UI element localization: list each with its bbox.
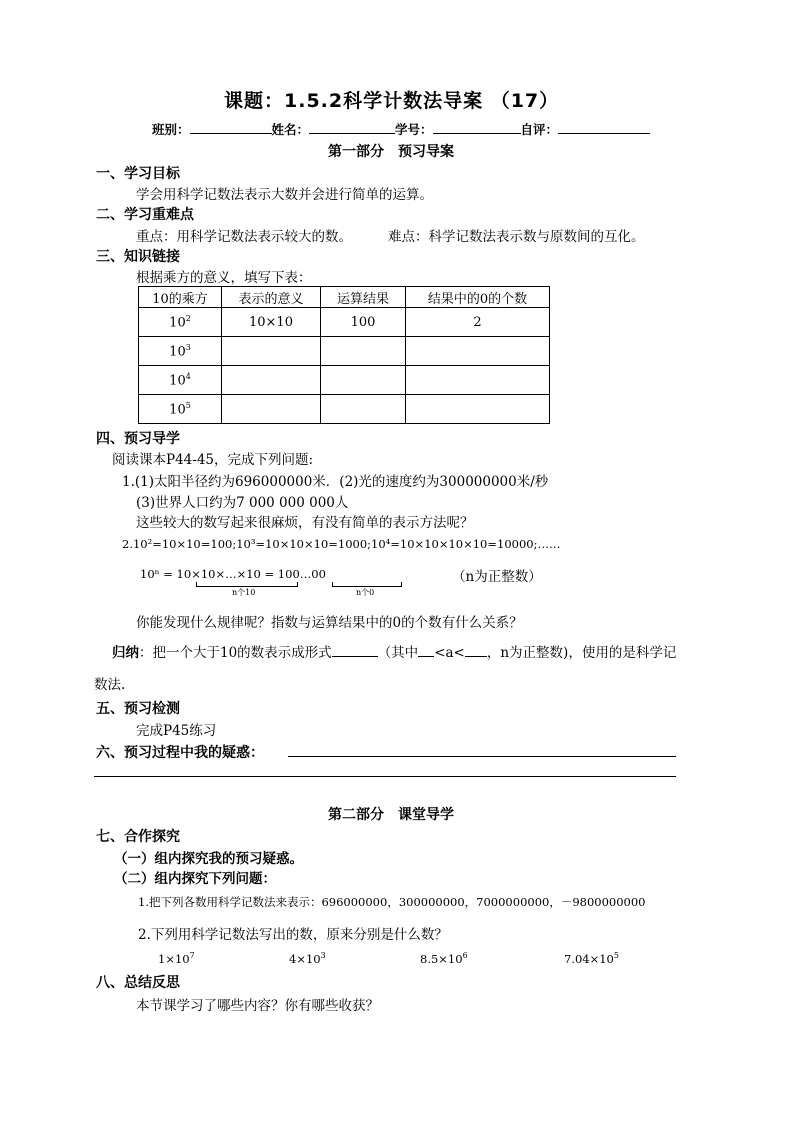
sec1-heading: 一、学习目标 bbox=[96, 166, 180, 182]
table-header: 10的乘方 bbox=[139, 287, 222, 308]
summary-lower-blank[interactable] bbox=[418, 644, 434, 657]
sci-value-3: $8.5\times 10^6$ bbox=[420, 951, 468, 966]
sec3-heading: 三、知识链接 bbox=[96, 249, 180, 265]
student-info-line bbox=[152, 120, 650, 138]
table-cell-power: $10^4$ bbox=[139, 366, 222, 395]
class-label: 班别： bbox=[152, 122, 190, 137]
summary-line: 归纳：把一个大于10的数表示成形式 （其中 <a< ，n为正整数)，使用的是科学记 bbox=[112, 645, 677, 661]
sec1-text: 学会用科学记数法表示大数并会进行简单的运算。 bbox=[136, 187, 433, 203]
sec4-q1b: (3)世界人口约为7 000 000 000人 bbox=[136, 495, 349, 511]
table-cell-power: $10^3$ bbox=[139, 337, 222, 366]
sec8-text: 本节课学习了哪些内容？你有哪些收获？ bbox=[136, 998, 379, 1014]
part1-heading: 第一部分 预习导案 bbox=[328, 144, 454, 160]
table-cell-result[interactable] bbox=[321, 337, 406, 366]
table-header-row bbox=[139, 287, 550, 308]
table-header: 表示的意义 bbox=[222, 287, 321, 308]
table-cell-zeros[interactable] bbox=[406, 366, 550, 395]
table-header: 结果中的0的个数 bbox=[406, 287, 550, 308]
formula: 10ⁿ = 10×10×…×10 = 100…00 bbox=[140, 567, 326, 581]
table-row bbox=[139, 337, 550, 366]
summary-upper-blank[interactable] bbox=[465, 644, 487, 657]
doubts-answer-line-2[interactable] bbox=[94, 776, 676, 777]
formula-note: （n为正整数） bbox=[452, 569, 542, 585]
class-field[interactable] bbox=[190, 121, 272, 134]
table-cell-power: $10^2$ bbox=[139, 308, 222, 337]
table-cell-result[interactable] bbox=[321, 395, 406, 424]
table-header: 运算结果 bbox=[321, 287, 406, 308]
summary-prefix: 归纳 bbox=[112, 645, 139, 661]
table-cell-meaning[interactable] bbox=[222, 366, 321, 395]
sec2-key-point: 重点：用科学记数法表示较大的数。 bbox=[136, 229, 352, 245]
part2-heading: 第二部分 课堂导学 bbox=[328, 807, 454, 823]
sec7-q2: 2.下列用科学记数法写出的数，原来分别是什么数？ bbox=[138, 927, 448, 943]
page-title: 课题：1.5.2科学计数法导案 （17） bbox=[224, 90, 560, 112]
sec7-sub2: （二）组内探究下列问题： bbox=[114, 871, 276, 887]
summary-end: 数法. bbox=[94, 677, 126, 693]
student-id-field[interactable] bbox=[433, 121, 521, 134]
sec8-heading: 八、总结反思 bbox=[96, 975, 180, 991]
table-cell-power: $10^5$ bbox=[139, 395, 222, 424]
sci-value-2: $4\times 10^3$ bbox=[289, 951, 326, 966]
table-row bbox=[139, 308, 550, 337]
sci-value-1: $1\times 10^7$ bbox=[158, 951, 195, 966]
sec4-q2: 2.10²=10×10=100;10³=10×10×10=1000;10⁴=10×10×10×10=10000;…… bbox=[122, 537, 561, 551]
self-eval-label: 自评： bbox=[520, 122, 559, 137]
sec4-q1a: 1.(1)太阳半径约为696000000米．(2)光的速度约为300000000米/秒 bbox=[122, 474, 549, 490]
table-row bbox=[139, 366, 550, 395]
table-cell-zeros[interactable] bbox=[406, 395, 550, 424]
sec6-heading: 六、预习过程中我的疑惑： bbox=[96, 745, 264, 761]
sec2-difficult-point: 难点：科学记数法表示数与原数间的互化。 bbox=[388, 229, 645, 245]
table-cell-result[interactable] bbox=[321, 366, 406, 395]
student-id-label: 学号： bbox=[395, 122, 433, 137]
name-field[interactable] bbox=[309, 121, 395, 134]
table-cell-meaning[interactable] bbox=[222, 337, 321, 366]
table-cell-meaning[interactable] bbox=[222, 395, 321, 424]
sec7-q1: 1.把下列各数用科学记数法来表示：696000000，300000000，7000000000，－9800000000 bbox=[138, 895, 646, 909]
sec4-reading: 阅读课本P44-45，完成下列问题: bbox=[112, 452, 314, 468]
sec5-heading: 五、预习检测 bbox=[96, 701, 180, 717]
sec4-q3: 你能发现什么规律呢？指数与运算结果中的0的个数有什么关系？ bbox=[136, 615, 523, 631]
sec4-heading: 四、预习导学 bbox=[96, 431, 180, 447]
table-cell-zeros[interactable]: 2 bbox=[406, 308, 550, 337]
sec5-text: 完成P45练习 bbox=[136, 723, 217, 739]
sec2-heading: 二、学习重难点 bbox=[96, 207, 194, 223]
table-cell-zeros[interactable] bbox=[406, 337, 550, 366]
table-row bbox=[139, 395, 550, 424]
table-cell-result[interactable]: 100 bbox=[321, 308, 406, 337]
sec7-heading: 七、合作探究 bbox=[96, 829, 180, 845]
sci-value-4: $7.04\times 10^5$ bbox=[564, 951, 619, 966]
powers-table bbox=[138, 286, 550, 424]
summary-form-blank[interactable] bbox=[332, 644, 378, 657]
sec4-q1c: 这些较大的数写起来很麻烦，有没有简单的表示方法呢？ bbox=[136, 515, 474, 531]
formula-under-label-1: n个10 bbox=[232, 588, 256, 597]
sec3-intro: 根据乘方的意义，填写下表： bbox=[136, 270, 312, 286]
doubts-answer-line-1[interactable] bbox=[288, 756, 676, 757]
formula-under-label-2: n个0 bbox=[356, 588, 375, 597]
table-cell-meaning[interactable]: 10×10 bbox=[222, 308, 321, 337]
self-eval-field[interactable] bbox=[558, 121, 650, 134]
sec7-sub1: （一）组内探究我的预习疑惑。 bbox=[114, 851, 303, 867]
name-label: 姓名： bbox=[271, 122, 310, 137]
